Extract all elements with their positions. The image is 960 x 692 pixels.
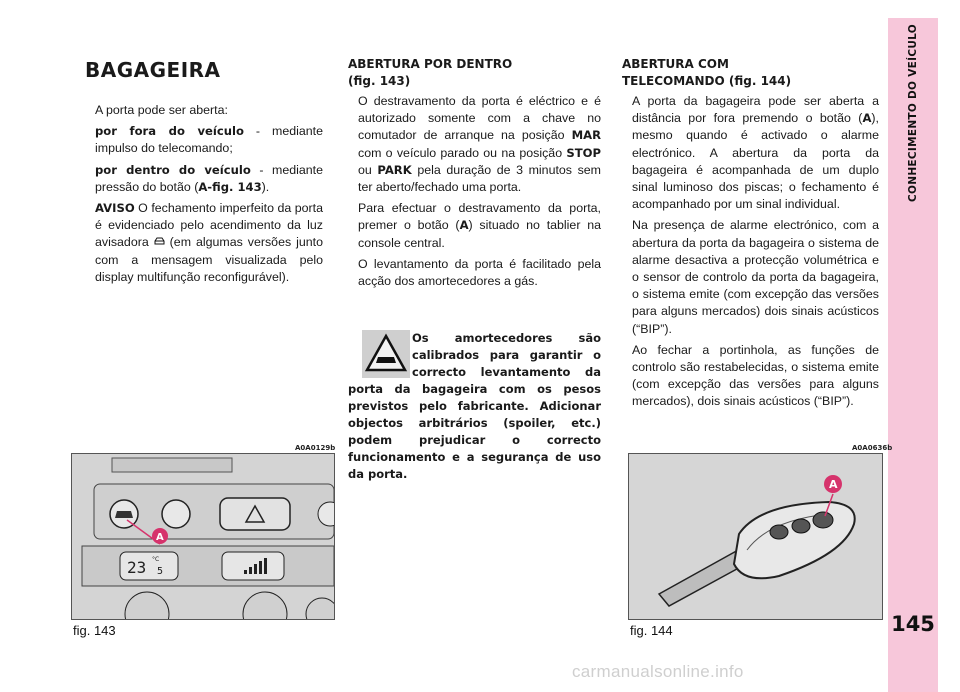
car-trunk-open-icon (154, 236, 165, 247)
page-number: 145 (891, 612, 935, 636)
bold-term: A (459, 218, 469, 233)
paragraph: A porta pode ser aberta: (95, 103, 228, 117)
section-heading (622, 73, 879, 90)
bold-term: MAR (571, 128, 601, 143)
column-3-text (622, 56, 879, 415)
heading-ref: (fig. 144) (728, 74, 792, 88)
display-unit: °C (152, 556, 160, 563)
figure-reference: A-fig. 143 (198, 179, 262, 194)
section-sidebar (888, 18, 938, 692)
figure-144 (628, 453, 883, 620)
section-heading-ref: (fig. 143) (348, 74, 411, 88)
column-2-text (348, 56, 601, 294)
figure-caption: fig. 144 (630, 623, 673, 638)
text: A porta da bagageira pode ser aberta a distância por fora premendo o botão ( (632, 94, 879, 126)
text: - mediante pressão do botão ( (95, 162, 323, 194)
watermark: carmanualsonline.info (572, 662, 744, 681)
warning-note (348, 330, 601, 483)
section-heading: ABERTURA COM (622, 57, 729, 71)
figure-caption: fig. 143 (73, 623, 116, 638)
page-title: BAGAGEIRA (85, 58, 221, 82)
text: O destravamento da porta é eléctrico e é autorizado somente com a chave no comutador de arranque na posição (358, 94, 601, 143)
section-title: CONHECIMENTO DO VEÍCULO (907, 24, 919, 203)
key-fob-illustration (629, 454, 882, 619)
paragraph (348, 93, 601, 196)
paragraph (348, 200, 601, 252)
display-decimal: 5 (157, 566, 164, 577)
figure-code: A0A0129b (295, 444, 336, 452)
heading-text: TELECOMANDO (622, 74, 725, 88)
paragraph (85, 123, 323, 157)
column-1-text (85, 102, 323, 290)
text: ) situado no tablier na console central. (358, 218, 601, 250)
warning-text: Os amortecedores são calibrados para garantir o correcto levantamento da porta da bagageira com os pesos previstos pelo fabricante. Adicionar objectos arbitrários (spoiler, etc.) podem prejudicar o correcto funcionamento e a segurança de uso da porta. (348, 331, 601, 481)
bold-term: por fora do veículo (95, 124, 244, 139)
text: ). (261, 179, 270, 194)
bold-term: por dentro do veículo (95, 162, 251, 177)
paragraph (85, 200, 323, 286)
text: com o veículo parado ou na posição (358, 145, 567, 160)
bold-term: AVISO (95, 201, 135, 216)
callout-label-a: A (829, 478, 838, 491)
dashboard-illustration (72, 454, 334, 619)
bold-term: STOP (566, 145, 601, 160)
text: (em algumas versões junto com a mensagem visualizada pelo display multifunção reconfigurável). (95, 235, 323, 284)
section-heading: ABERTURA POR DENTRO (348, 57, 513, 71)
text: Para efectuar o destravamento da porta, premer o botão ( (358, 201, 601, 233)
trunk-remote-button (813, 512, 833, 528)
warning-icon-spacer (348, 330, 412, 380)
paragraph (85, 162, 323, 196)
paragraph: Na presença de alarme electrónico, com a abertura da porta da bagageira o sistema de alarme desactiva a protecção volumétrica e o sensor de controlo da porta da bagageira, o sistema emite (com excepção das versões para alguns mercados) dois sinais acústicos (“BIP”). (632, 218, 879, 336)
paragraph: Ao fechar a portinhola, as funções de controlo são restabelecidas, o sistema emite (com excepção das versões para alguns mercados), dois sinais acústicos (“BIP”). (632, 342, 879, 409)
figure-143 (71, 453, 335, 620)
display-temperature: 23 (127, 558, 147, 577)
callout-label-a: A (156, 532, 164, 543)
text: O fechamento imperfeito da porta é evidenciado pelo acendimento da luz avisadora (95, 201, 323, 250)
text: - mediante impulso do telecomando; (95, 124, 323, 156)
paragraph: O levantamento da porta é facilitado pela acção dos amortecedores a gás. (358, 256, 601, 289)
paragraph (622, 93, 879, 213)
bold-term: A (862, 111, 872, 126)
text: pela duração de 3 minutos sem ter aberto/fechado uma porta. (358, 162, 601, 195)
text: ou (358, 162, 378, 177)
text: ), mesmo quando é activado o alarme electrónico. A abertura da porta da bagageira é acompanhada de um duplo sinal luminoso dos piscas; o fechamento é acompanhado por um sinal individual. (632, 111, 879, 212)
figure-code: A0A0636b (852, 444, 893, 452)
bold-term: PARK (377, 162, 412, 177)
